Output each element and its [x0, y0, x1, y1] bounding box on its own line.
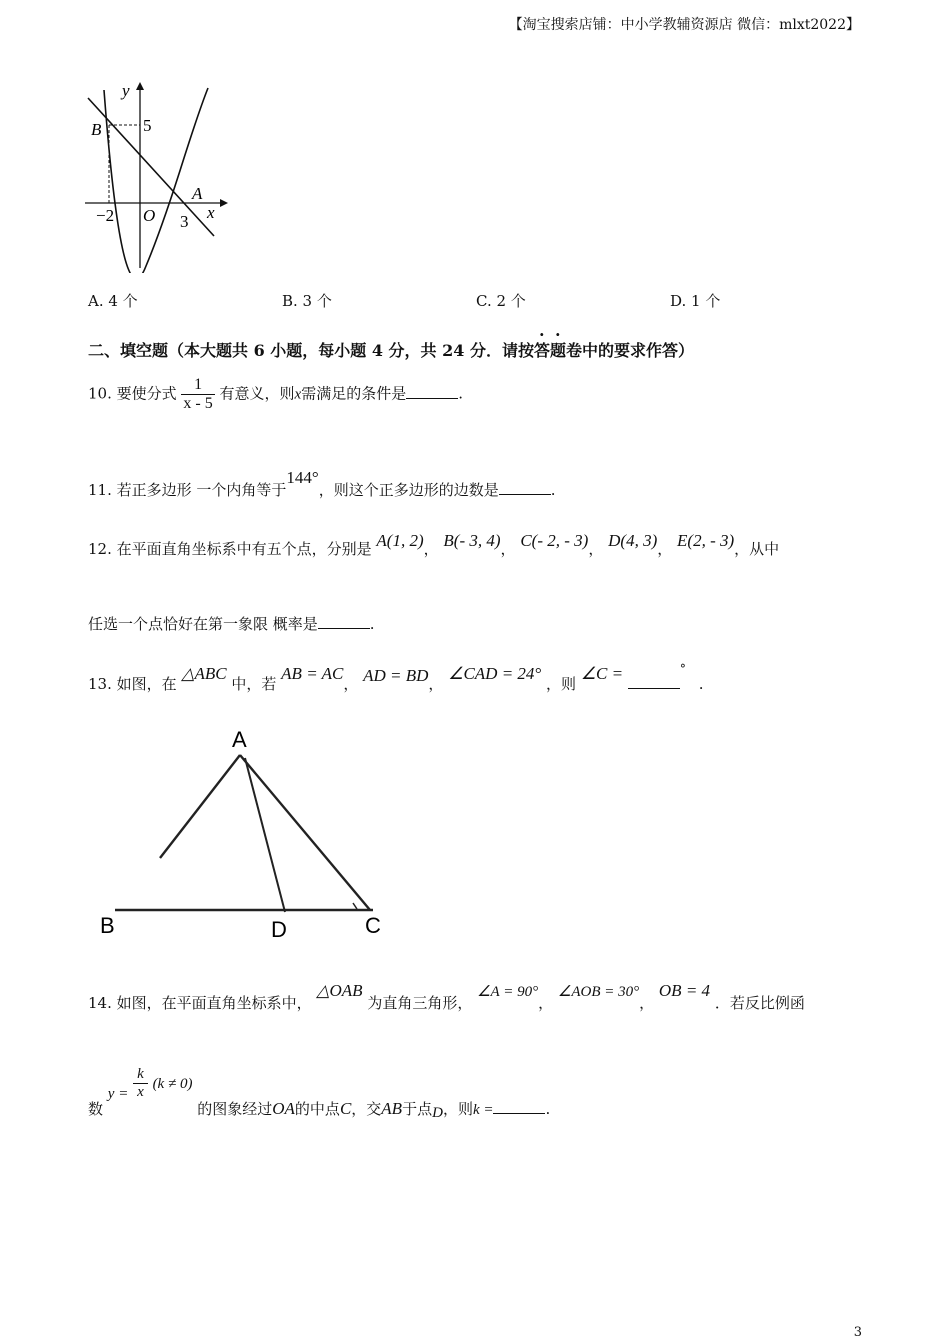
- question-13: [88, 662, 704, 694]
- q13-end: .: [698, 675, 704, 693]
- q14-end: .: [545, 1099, 551, 1118]
- q14-line2a: 数: [88, 1099, 104, 1118]
- y-axis-arrow: [136, 82, 144, 90]
- q12-point-e: E(2, - 3): [677, 531, 735, 550]
- q13-blank: [628, 687, 680, 689]
- q14-cond-2: ∠AOB = 30°: [557, 984, 640, 1000]
- vertex-c: C: [365, 913, 381, 938]
- label-a: A: [192, 184, 203, 203]
- q14-before: 14. 如图，在平面直角坐标系中，: [88, 994, 312, 1012]
- q13-cond-1: AB = AC: [281, 664, 344, 683]
- section-suffix: 卷中的要求作答）: [566, 341, 695, 360]
- side-ac: [240, 755, 370, 910]
- question-10: [88, 376, 463, 413]
- q11-before: 11. 若正多边形 一个内角等于: [88, 481, 287, 499]
- q12-blank: [318, 627, 370, 629]
- option-c: C. 2 个: [476, 292, 526, 310]
- q10-after2: 需满足的条件是: [301, 384, 407, 403]
- q13-then: ，则: [546, 675, 577, 693]
- page-header: 【淘宝搜索店铺：中小学教辅资源店 微信：mlxt2022】: [508, 17, 860, 33]
- q12-sep-1: ，: [423, 540, 439, 558]
- q11-angle: 144°: [286, 468, 319, 487]
- label-b: B: [91, 120, 102, 139]
- parabola-line-graph: [80, 78, 230, 273]
- q12-point-c: C(- 2, - 3): [520, 531, 589, 550]
- q14-ab: AB: [381, 1098, 403, 1118]
- q14-rest: [197, 1098, 551, 1121]
- option-b: B. 3 个: [282, 292, 332, 310]
- x-axis-arrow: [220, 199, 228, 207]
- q14-line2b: 的图象经过: [197, 1099, 273, 1118]
- tick-c: [353, 903, 357, 909]
- q12-point-b: B(- 3, 4): [443, 531, 501, 550]
- q10-blank: [406, 397, 458, 399]
- q14-triangle: △OAB: [316, 981, 363, 1000]
- option-a: A. 4 个: [88, 292, 138, 310]
- q11-after: ，则这个正多边形的边数是: [318, 481, 499, 499]
- q14-cond-3: OB = 4: [658, 981, 711, 1000]
- q13-cond-2: AD = BD: [363, 666, 429, 685]
- q13-before: 13. 如图，在: [88, 675, 177, 693]
- question-14: [88, 981, 805, 1013]
- q12-after: ，从中: [734, 540, 780, 558]
- triangle-figure: [95, 720, 395, 945]
- q10-frac-num: 1: [181, 376, 214, 395]
- q12-point-d: D(4, 3): [608, 531, 658, 550]
- q13-mid: 中，若: [231, 675, 277, 693]
- q14-line2f: ，则: [442, 1099, 473, 1118]
- q13-triangle: △ABC: [181, 664, 227, 683]
- q12-end: .: [369, 615, 375, 633]
- q12-sep-4: ，: [657, 540, 673, 558]
- q14-func-cond: (k ≠ 0): [152, 1075, 193, 1092]
- q11-blank: [499, 493, 551, 495]
- q12-line2: 任选一个点恰好在第一象限 概率是: [88, 615, 318, 633]
- q14-func-fraction: [133, 1066, 148, 1101]
- segment-ad: [245, 758, 285, 912]
- q13-ask: ∠C =: [580, 664, 624, 683]
- q13-sep-1: ，: [343, 675, 359, 693]
- question-12-line-2: [88, 613, 375, 634]
- q14-after: ．若反比例函: [714, 994, 805, 1012]
- q10-after: 有意义，则: [219, 384, 295, 403]
- label-neg2: −2: [96, 206, 115, 225]
- q10-fraction: [181, 376, 214, 413]
- q14-cond-1: ∠A = 90°: [477, 984, 539, 1000]
- q14-func-y: y =: [107, 1085, 129, 1102]
- q13-cond-3: ∠CAD = 24°: [448, 664, 542, 683]
- vertex-a: A: [232, 727, 247, 752]
- section-dot-char-1: 答: [533, 341, 550, 360]
- q14-func-num: k: [133, 1066, 148, 1084]
- page-number: 3: [853, 1325, 862, 1340]
- q10-before: 10. 要使分式: [88, 384, 177, 403]
- vertex-d: D: [271, 917, 287, 942]
- q14-sep-2: ，: [639, 994, 655, 1012]
- label-five: 5: [143, 116, 152, 135]
- q10-frac-den: x - 5: [183, 395, 213, 412]
- parabola-curve: [104, 88, 208, 273]
- q13-sep-2: ，: [428, 675, 444, 693]
- question-11: [88, 468, 556, 500]
- q14-blank: [493, 1112, 545, 1114]
- q14-mid: 为直角三角形，: [367, 994, 473, 1012]
- section-dot-char-2: 题: [549, 341, 566, 360]
- q14-func-den: x: [137, 1084, 144, 1100]
- q13-degree: °: [679, 662, 686, 676]
- vertex-b: B: [100, 913, 115, 938]
- q14-line2c: 的中点: [294, 1099, 340, 1118]
- question-14-line-2: [88, 1066, 551, 1121]
- q14-c: C: [339, 1098, 352, 1118]
- label-origin: O: [143, 206, 156, 225]
- q14-oa: OA: [272, 1098, 295, 1118]
- q10-var: x: [294, 386, 302, 403]
- q11-end: .: [550, 481, 556, 499]
- q10-end: .: [458, 384, 463, 403]
- question-12: [88, 531, 780, 559]
- q14-k: k =: [472, 1101, 494, 1118]
- q12-before: 12. 在平面直角坐标系中有五个点，分别是: [88, 540, 372, 558]
- label-x: x: [207, 203, 215, 222]
- section-prefix: 二、填空题（本大题共 6 小题，每小题 4 分，共 24 分．请按: [88, 341, 534, 360]
- option-d: D. 1 个: [670, 292, 721, 310]
- q12-sep-3: ，: [588, 540, 604, 558]
- label-y: y: [122, 81, 130, 100]
- q14-line2e: 于点: [402, 1099, 433, 1118]
- q14-line2d: ，交: [351, 1099, 382, 1118]
- q12-point-a: A(1, 2): [376, 531, 424, 550]
- q12-sep-2: ，: [500, 540, 516, 558]
- label-three: 3: [180, 212, 189, 231]
- side-ab: [160, 755, 240, 858]
- section-heading: [88, 338, 694, 361]
- q14-d: D: [432, 1104, 443, 1121]
- q14-sep-1: ，: [538, 994, 554, 1012]
